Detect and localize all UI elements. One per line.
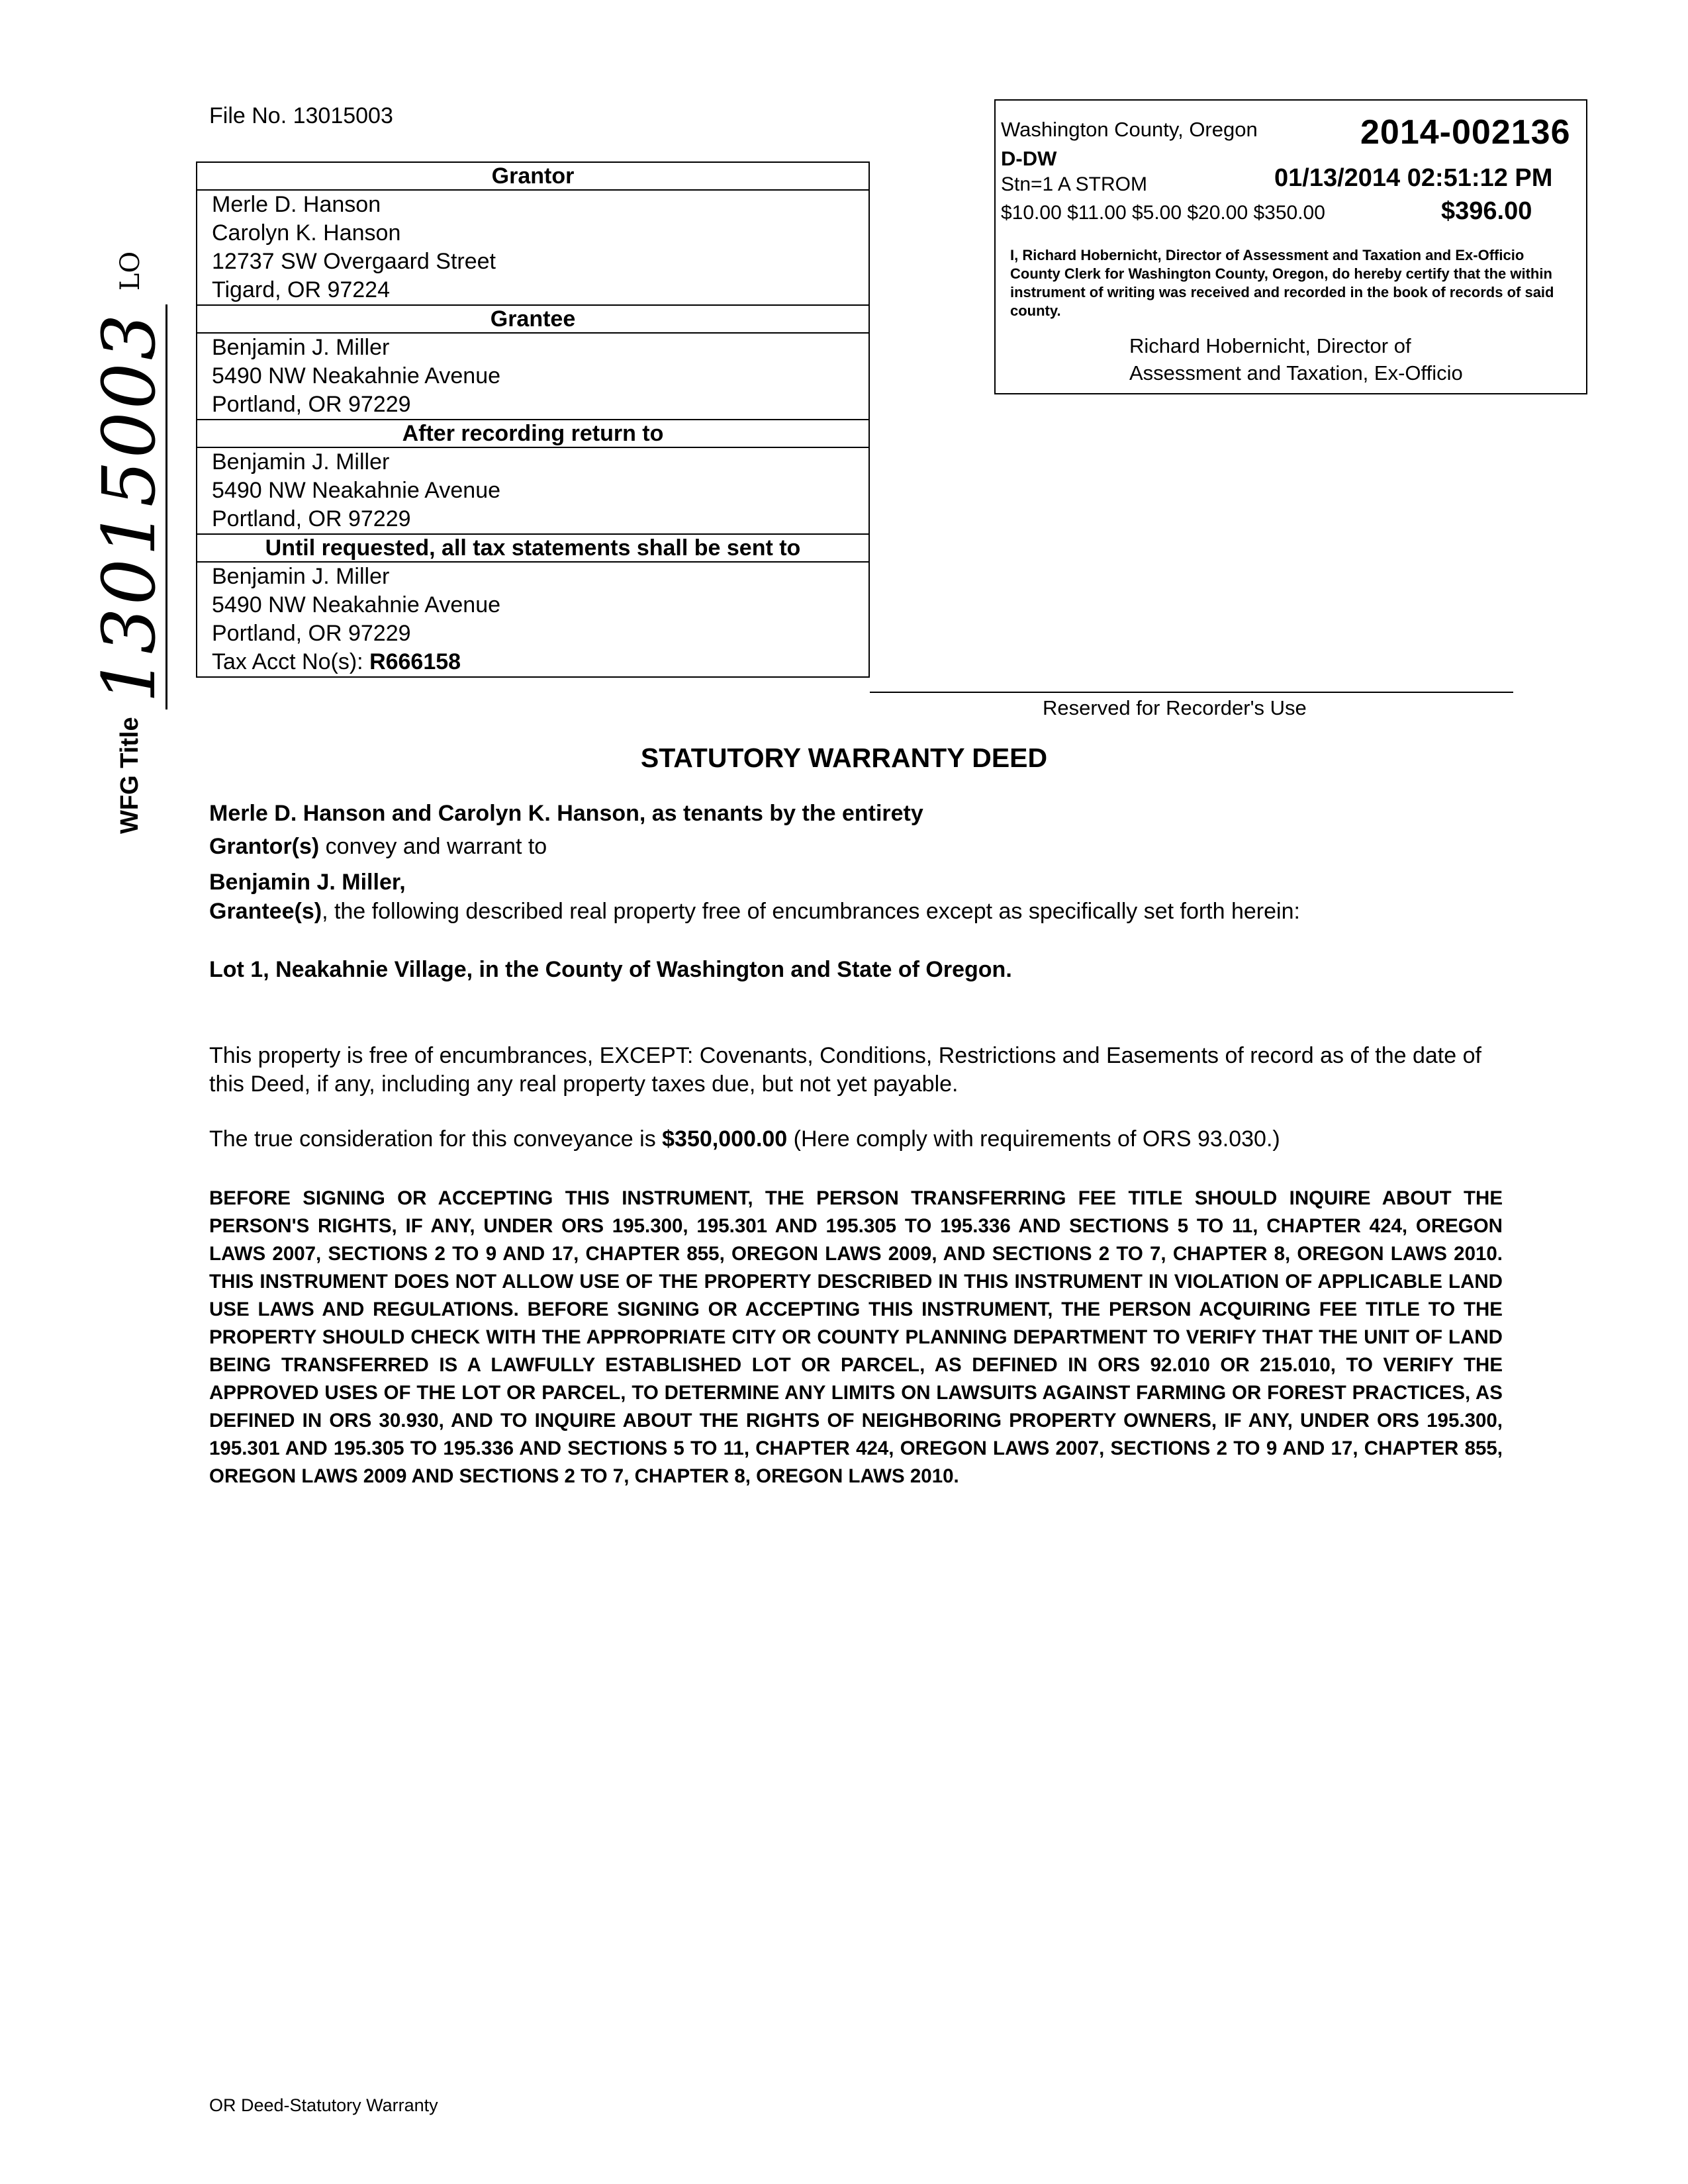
document-code: D-DW <box>1001 147 1057 170</box>
tax-line: 5490 NW Neakahnie Avenue <box>212 592 501 617</box>
return-header: After recording return to <box>197 420 869 447</box>
fee-total: $396.00 <box>1441 197 1532 225</box>
handwritten-file-number: 13015003 <box>93 304 167 709</box>
recording-datetime: 01/13/2014 02:51:12 PM <box>1274 164 1553 192</box>
grantee-statement: Benjamin J. Miller, <box>209 870 406 895</box>
handwritten-initials: LO <box>115 251 146 291</box>
legal-description: Lot 1, Neakahnie Village, in the County of Washington and State of Oregon. <box>209 957 1012 982</box>
grantor-line: 12737 SW Overgaard Street <box>212 249 496 274</box>
grantor-header: Grantor <box>197 162 869 190</box>
return-line: Portland, OR 97229 <box>212 506 411 531</box>
recorder-county: Washington County, Oregon <box>1001 118 1258 141</box>
form-footer: OR Deed-Statutory Warranty <box>209 2095 438 2115</box>
tax-line: Portland, OR 97229 <box>212 621 411 646</box>
recorder-signer <box>1129 332 1463 387</box>
grantee-block <box>197 333 869 420</box>
tax-statements-header: Until requested, all tax statements shall be sent to <box>197 534 869 562</box>
property-statement: Grantee(s), the following described real property free of encumbrances except as specifically set forth herein: <box>209 899 1300 924</box>
reserved-label: Reserved for Recorder's Use <box>1043 696 1307 719</box>
convey-statement: Grantor(s) convey and warrant to <box>209 834 547 859</box>
signer-line: Assessment and Taxation, Ex-Officio <box>1129 361 1463 385</box>
consideration-amount: $350,000.00 <box>662 1126 788 1152</box>
encumbrances-paragraph: This property is free of encumbrances, EXCEPT: Covenants, Conditions, Restrictions and Easements of record as of the date of this Deed, if any, including any real property taxes due, but not yet payable. <box>209 1043 1481 1097</box>
margin-label: WFG Title <box>116 717 144 834</box>
recording-number: 2014-002136 <box>1360 113 1571 152</box>
tax-statements-block <box>197 562 869 677</box>
return-line: 5490 NW Neakahnie Avenue <box>212 478 501 503</box>
grantee-line: 5490 NW Neakahnie Avenue <box>212 363 501 388</box>
grantee-header: Grantee <box>197 305 869 333</box>
parties-table <box>196 161 870 678</box>
station-id: Stn=1 A STROM <box>1001 173 1147 195</box>
return-block <box>197 447 869 534</box>
tax-account-label: Tax Acct No(s): <box>212 649 363 674</box>
grantee-line: Portland, OR 97229 <box>212 392 411 417</box>
recorder-certification: I, Richard Hobernicht, Director of Assessment and Taxation and Ex-Officio County Clerk for Washington County, Oregon, do hereby certify that the within instrument of writing was received and recorded in the book of records of said county. <box>1010 247 1554 319</box>
grantor-line: Tigard, OR 97224 <box>212 277 390 302</box>
file-number: File No. 13015003 <box>209 103 393 128</box>
fee-list: $10.00 $11.00 $5.00 $20.00 $350.00 <box>1001 202 1325 224</box>
signer-line: Richard Hobernicht, Director of <box>1129 334 1411 357</box>
recorder-divider <box>870 692 1513 693</box>
statutory-notice: BEFORE SIGNING OR ACCEPTING THIS INSTRUMENT, THE PERSON TRANSFERRING FEE TITLE SHOULD INQUIRE ABOUT THE PERSON'S RIGHTS, IF ANY, UNDER ORS 195.300, 195.301 AND 195.305 TO 195.336 AND SECTIONS 5 TO 11, CHAPTER 424, OREGON LAWS 2007, SECTIONS 2 TO 9 AND 17, CHAPTER 855, OREGON LAWS 2009, AND SECTIONS 2 TO 7, CHAPTER 8, OREGON LAWS 2010. THIS INSTRUMENT DOES NOT ALLOW USE OF THE PROPERTY DESCRIBED IN THIS INSTRUMENT IN VIOLATION OF APPLICABLE LAND USE LAWS AND REGULATIONS. BEFORE SIGNING OR ACCEPTING THIS INSTRUMENT, THE PERSON ACQUIRING FEE TITLE TO THE PROPERTY SHOULD CHECK WITH THE APPROPRIATE CITY OR COUNTY PLANNING DEPARTMENT TO VERIFY THAT THE UNIT OF LAND BEING TRANSFERRED IS A LAWFULLY ESTABLISHED LOT OR PARCEL, AS DEFINED IN ORS 92.010 OR 215.010, TO VERIFY THE APPROVED USES OF THE LOT OR PARCEL, TO DETERMINE ANY LIMITS ON LAWSUITS AGAINST FARMING OR FOREST PRACTICES, AS DEFINED IN ORS 30.930, AND TO INQUIRE ABOUT THE RIGHTS OF NEIGHBORING PROPERTY OWNERS, IF ANY, UNDER ORS 195.300, 195.301 AND 195.305 TO 195.336 AND SECTIONS 5 TO 11, CHAPTER 424, OREGON LAWS 2007, SECTIONS 2 TO 9 AND 17, CHAPTER 855, OREGON LAWS 2009 AND SECTIONS 2 TO 7, CHAPTER 8, OREGON LAWS 2010. <box>209 1187 1503 1487</box>
deed-title: STATUTORY WARRANTY DEED <box>640 743 1048 773</box>
tax-account-line <box>212 648 855 676</box>
grantor-block <box>197 190 869 305</box>
grantor-line: Merle D. Hanson <box>212 192 381 217</box>
tax-line: Benjamin J. Miller <box>212 564 390 589</box>
tax-account-number: R666158 <box>369 649 461 674</box>
grantee-line: Benjamin J. Miller <box>212 335 390 360</box>
return-line: Benjamin J. Miller <box>212 449 390 475</box>
consideration-paragraph: The true consideration for this conveyance is $350,000.00 (Here comply with requirements of ORS 93.030.) <box>209 1126 1280 1152</box>
grantors-statement: Merle D. Hanson and Carolyn K. Hanson, as tenants by the entirety <box>209 801 923 826</box>
grantor-line: Carolyn K. Hanson <box>212 220 401 246</box>
